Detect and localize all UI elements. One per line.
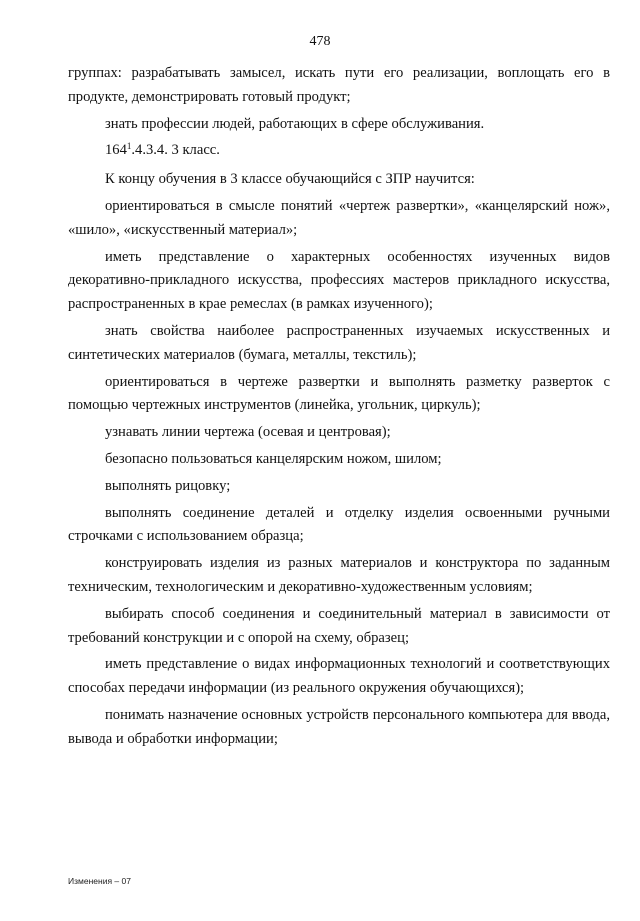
paragraph-item: иметь представление о видах информационных технологий и соответствующих способах передачи информации (из реального окружения обучающихся); bbox=[68, 656, 610, 697]
paragraph-item: иметь представление о характерных особенностях изученных видов декоративно-прикладного искусства, профессиях мастеров прикладного искусства, распространенных в крае ремеслах (в рамках изученного); bbox=[68, 248, 610, 313]
paragraph-continuation: группах: разрабатывать замысел, искать пути его реализации, воплощать его в продукте, демонстрировать готовый продукт; bbox=[68, 65, 610, 105]
paragraph-item: выбирать способ соединения и соединительный материал в зависимости от требований конструкции и с опорой на схему, образец; bbox=[68, 605, 610, 646]
paragraph-item: понимать назначение основных устройств персонального компьютера для ввода, вывода и обработки информации; bbox=[68, 706, 610, 747]
document-body bbox=[68, 62, 610, 752]
section-number-superscript: 1 bbox=[126, 141, 132, 152]
section-title: .4.3.4. 3 класс. bbox=[131, 142, 220, 159]
section-number: 164 bbox=[105, 142, 127, 159]
paragraph-intro: К концу обучения в 3 классе обучающийся с ЗПР научится: bbox=[105, 171, 475, 188]
footer-revision: Изменения – 07 bbox=[68, 876, 131, 886]
section-heading-3-class bbox=[68, 139, 610, 163]
paragraph-item: выполнять рицовку; bbox=[105, 477, 231, 494]
paragraph-item: безопасно пользоваться канцелярским ножом, шилом; bbox=[105, 450, 442, 467]
paragraph-item: выполнять соединение деталей и отделку изделия освоенными ручными строчками с использованием образца; bbox=[68, 504, 610, 545]
paragraph-item: знать свойства наиболее распространенных изучаемых искусственных и синтетических материалов (бумага, металлы, текстиль); bbox=[68, 322, 610, 363]
paragraph-item: узнавать линии чертежа (осевая и центровая); bbox=[105, 424, 391, 441]
paragraph-professions: знать профессии людей, работающих в сфере обслуживания. bbox=[105, 115, 485, 132]
paragraph-item: конструировать изделия из разных материалов и конструктора по заданным техническим, технологическим и декоративно-художественным условиям; bbox=[68, 555, 610, 595]
page-number: 478 bbox=[309, 34, 331, 49]
paragraph-item: ориентироваться в смысле понятий «чертеж развертки», «канцелярский нож», «шило», «искусственный материал»; bbox=[68, 197, 610, 238]
paragraph-item: ориентироваться в чертеже развертки и выполнять разметку разверток с помощью чертежных инструментов (линейка, угольник, циркуль); bbox=[68, 373, 610, 414]
